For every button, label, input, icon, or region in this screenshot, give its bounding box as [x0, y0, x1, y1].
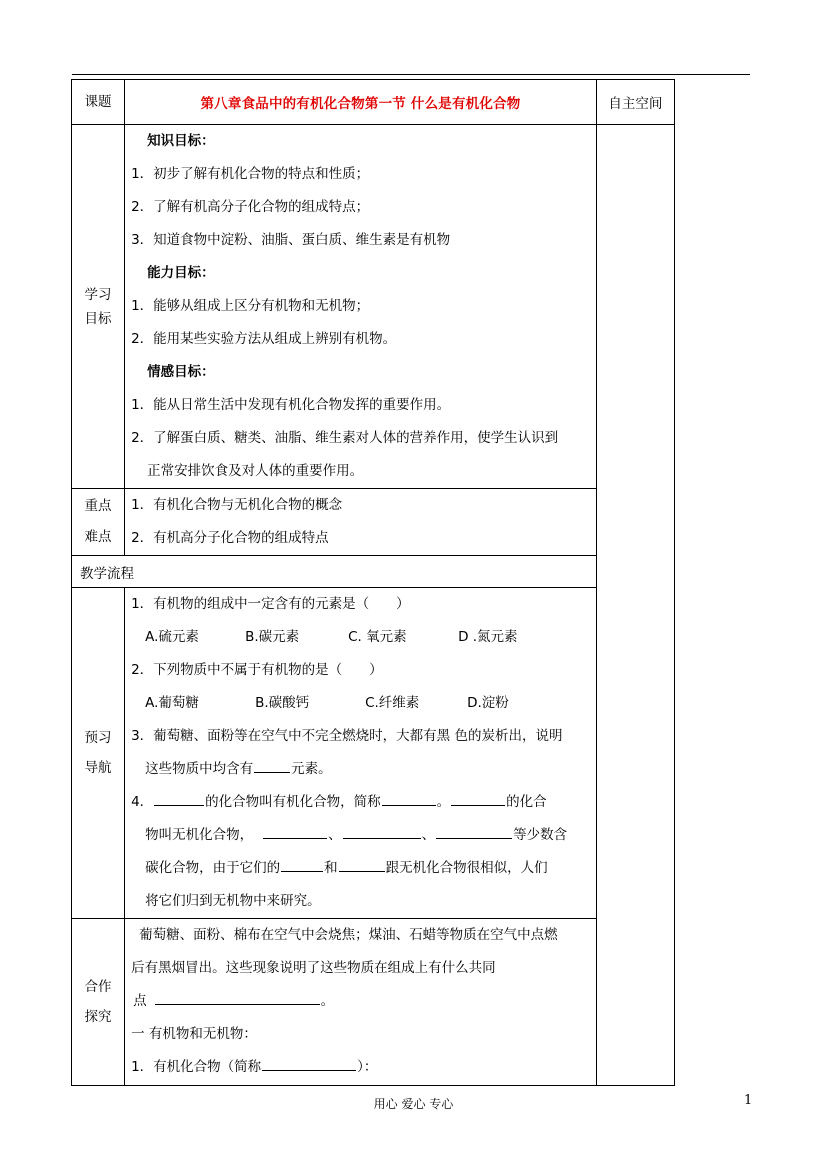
title-row: [72, 80, 675, 125]
key-point-item: 1．有机化合物与无机化合物的概念: [131, 497, 343, 513]
key-points-row: [72, 489, 675, 556]
knowledge-item: 1．初步了解有机化合物的特点和性质；: [131, 166, 370, 182]
header-rule: [72, 74, 750, 75]
ability-item: 2．能用某些实验方法从组成上辨别有机物。: [131, 331, 397, 347]
emotion-item: 1．能从日常生活中发现有机化合物发挥的重要作用。: [131, 397, 451, 413]
goals-label: 学习 目标: [72, 125, 125, 489]
fill-blank[interactable]: [281, 857, 323, 872]
fill-blank[interactable]: [155, 990, 320, 1005]
self-study-space-label: 自主空间: [596, 80, 674, 125]
emotion-heading: 情感目标：: [147, 364, 215, 380]
preview-question-cont: 将它们归到无机物中来研究。: [145, 893, 321, 909]
explore-text: 点 。: [125, 985, 596, 1018]
fill-blank[interactable]: [451, 791, 505, 806]
knowledge-heading: 知识目标：: [147, 133, 215, 149]
fill-blank[interactable]: [382, 791, 436, 806]
explore-text: 后有黑烟冒出。这些现象说明了这些物质在组成上有什么共同: [131, 960, 496, 976]
preview-label: 预习 导航: [72, 588, 125, 919]
knowledge-item: 2．了解有机高分子化合物的组成特点；: [131, 199, 370, 215]
fill-blank[interactable]: [436, 824, 512, 839]
preview-question: 1．有机物的组成中一定含有的元素是（ ）: [131, 596, 410, 612]
preview-question-cont: 这些物质中均含有 元素。: [125, 753, 596, 786]
preview-question: 3．葡萄糖、面粉等在空气中不完全燃烧时，大都有黑 色的炭析出，说明: [131, 728, 563, 744]
preview-options: A.硫元素 B.碳元素 C. 氧元素 D .氮元素: [145, 629, 518, 645]
explore-text: 一 有机物和无机物：: [131, 1026, 257, 1042]
ability-item: 1．能够从组成上区分有机物和无机物；: [131, 298, 370, 314]
preview-question: 2．下列物质中不属于有机物的是（ ）: [131, 662, 383, 678]
preview-question-cont: 碳化合物，由于它们的 和 跟无机化合物很相似，人们: [125, 852, 596, 885]
fill-blank[interactable]: [339, 857, 385, 872]
lesson-title: 第八章食品中的有机化合物第一节 什么是有机化合物: [125, 80, 597, 125]
lesson-plan-table: [71, 79, 675, 1086]
self-study-space-column: [596, 125, 674, 1086]
goals-row: [72, 125, 675, 489]
page-number: 1: [744, 1093, 753, 1108]
emotion-item: 2．了解蛋白质、糖类、油脂、维生素对人体的营养作用，使学生认识到: [131, 430, 559, 446]
emotion-item: 正常安排饮食及对人体的重要作用。: [147, 463, 364, 479]
key-points-label: 重点 难点: [72, 489, 125, 556]
topic-label: 课题: [72, 80, 125, 125]
preview-question: 4． 的化合物叫有机化合物，简称 。 的化合: [125, 786, 596, 819]
explore-row: [72, 919, 675, 1086]
teaching-flow-label: 教学流程: [72, 556, 597, 588]
page-footer: 用心 爱心 专心: [373, 1097, 454, 1111]
preview-options: A.葡萄糖 B.碳酸钙 C.纤维素 D.淀粉: [145, 695, 509, 711]
explore-label: 合作 探究: [72, 919, 125, 1086]
fill-blank[interactable]: [254, 758, 290, 773]
fill-blank[interactable]: [263, 824, 327, 839]
explore-text: 1．有机化合物（简称 ）：: [125, 1051, 596, 1085]
teaching-flow-row: [72, 556, 675, 588]
key-point-item: 2．有机高分子化合物的组成特点: [131, 530, 329, 546]
ability-heading: 能力目标：: [147, 265, 215, 281]
fill-blank[interactable]: [343, 824, 421, 839]
fill-blank[interactable]: [262, 1056, 356, 1071]
fill-blank[interactable]: [154, 791, 204, 806]
preview-question-cont: 物叫无机化合物， 、 、 等少数含: [125, 819, 596, 852]
knowledge-item: 3．知道食物中淀粉、油脂、蛋白质、维生素是有机物: [131, 232, 451, 248]
explore-text: 葡萄糖、面粉、棉布在空气中会烧焦；煤油、石蜡等物质在空气中点燃: [139, 927, 558, 943]
preview-row: [72, 588, 675, 919]
